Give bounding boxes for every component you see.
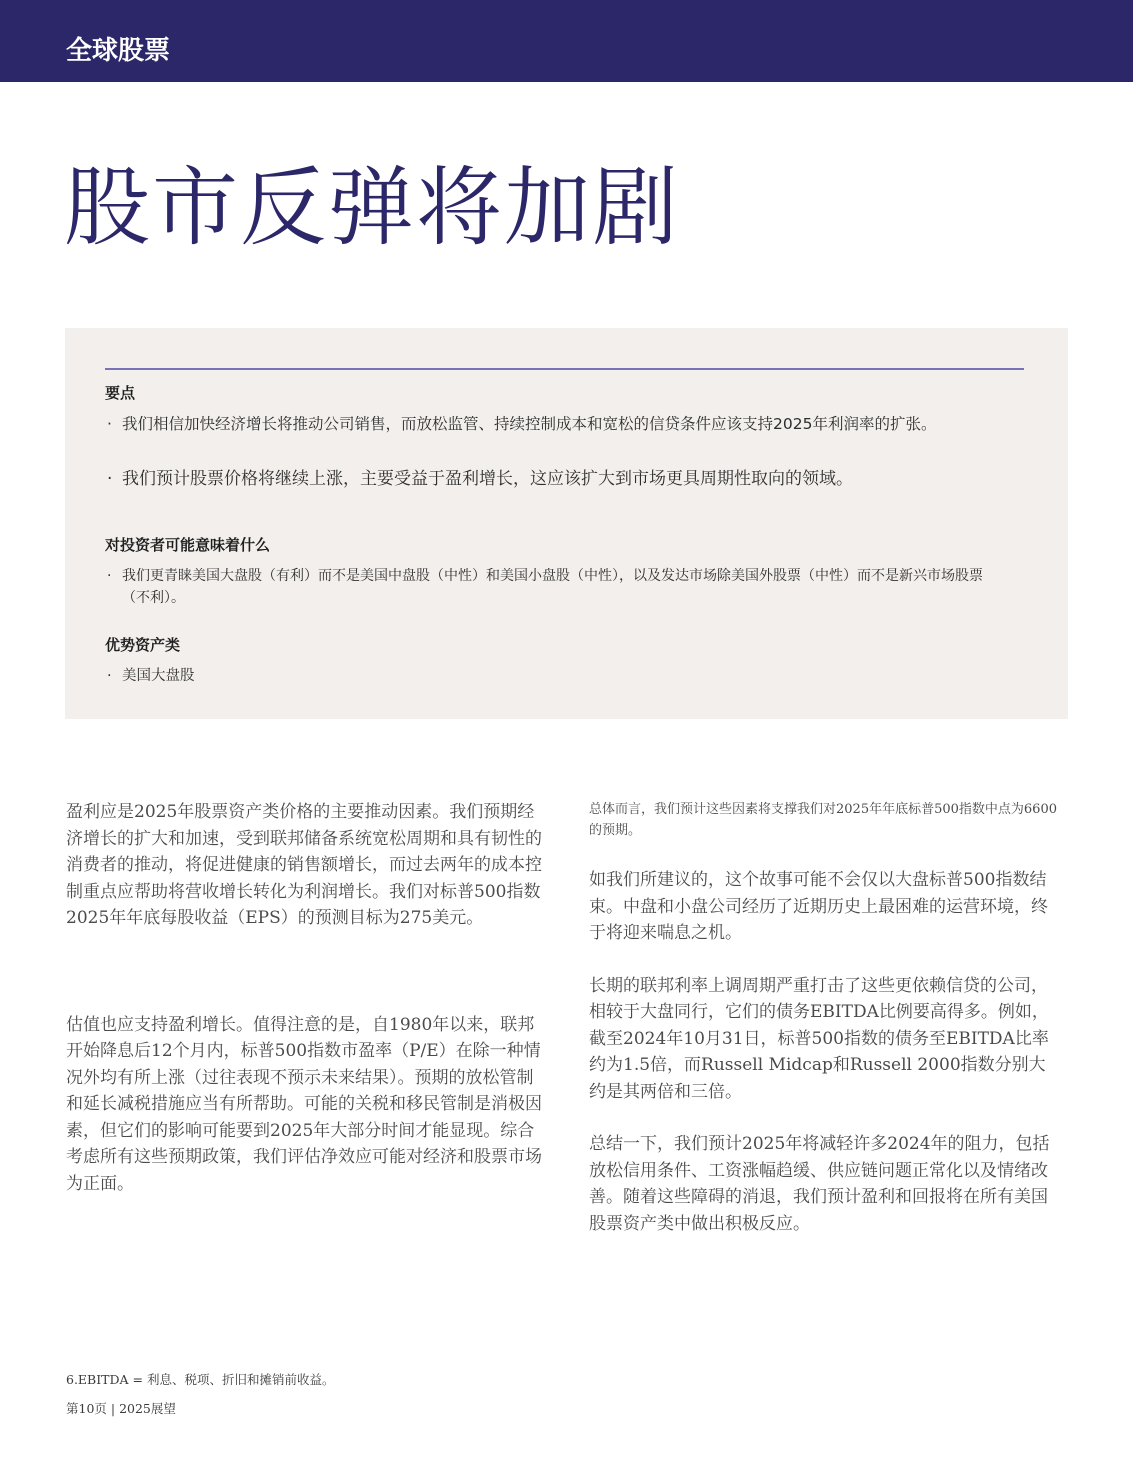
divider (105, 368, 1024, 370)
bullet-icon: · (107, 469, 113, 489)
body-paragraph: 盈利应是2025年股票资产类价格的主要推动因素。我们预期经济增长的扩大和加速，受到联邦储备系统宽松周期和具有韧性的消费者的推动，将促进健康的销售额增长，而过去两年的成本控制重点应帮助将营收增长转化为利润增长。我们对标普500指数2025年年底每股收益（EPS）的预测目标为275美元。 (66, 802, 542, 928)
right-column (589, 799, 1059, 1237)
key-points-heading: 要点 (105, 384, 136, 402)
section-title: 全球股票 (66, 36, 171, 66)
body-paragraph: 估值也应支持盈利增长。值得注意的是，自1980年以来，联邦开始降息后12个月内，标普500指数市盈率（P/E）在除一种情况外均有所上涨（过往表现不预示未来结果）。预期的放松管制和延长减税措施应当有所帮助。可能的关税和移民管制是消极因素，但它们的影响可能要到2025年大部分时间才能显现。综合考虑所有这些预期政策，我们评估净效应可能对经济和股票市场为正面。 (66, 1014, 542, 1194)
favored-asset-text: 美国大盘股 (122, 668, 195, 684)
investor-meaning-text: 我们更青睐美国大盘股（有利）而不是美国中盘股（中性）和美国小盘股（中性），以及发达市场除美国外股票（中性）而不是新兴市场股票（不利）。 (122, 568, 983, 606)
favored-assets-heading: 优势资产类 (105, 636, 181, 654)
bullet-icon: · (107, 568, 112, 584)
body-paragraph: 如我们所建议的，这个故事可能不会仅以大盘标普500指数结束。中盘和小盘公司经历了近期历史上最困难的运营环境，终于将迎来喘息之机。 (589, 870, 1048, 943)
page-title: 股市反弹将加剧 (64, 158, 680, 258)
body-paragraph: 总结一下，我们预计2025年将减轻许多2024年的阻力，包括放松信用条件、工资涨幅趋缓、供应链问题正常化以及情绪改善。随着这些障碍的消退，我们预计盈利和回报将在所有美国股票资产类中做出积极反应。 (589, 1134, 1050, 1234)
body-paragraph: 长期的联邦利率上调周期严重打击了这些更依赖信贷的公司，相较于大盘同行，它们的债务EBITDA比例要高得多。例如，截至2024年10月31日，标普500指数的债务至EBITDA比率约为1.5倍，而Russell Midcap和Russell 2000指数分别大约是其两倍和三倍。 (589, 975, 1049, 1102)
investor-meaning-item (105, 565, 1005, 609)
body-paragraph: 总体而言，我们预计这些因素将支撑我们对2025年年底标普500指数中点为6600的预期。 (589, 802, 1057, 838)
key-point-text: 我们预计股票价格将继续上涨，主要受益于盈利增长，这应该扩大到市场更具周期性取向的领域。 (122, 469, 853, 489)
key-point-item (105, 466, 1005, 492)
key-point-text: 我们相信加快经济增长将推动公司销售，而放松监管、持续控制成本和宽松的信贷条件应该支持2025年利润率的扩张。 (122, 415, 937, 433)
footnote: 6.EBITDA = 利息、税项、折旧和摊销前收益。 (66, 1372, 335, 1387)
left-column (66, 799, 544, 1197)
bullet-icon: · (107, 415, 112, 433)
page-footer: 第10页 | 2025展望 (66, 1401, 176, 1416)
key-points-box (65, 328, 1068, 719)
investor-meaning-heading: 对投资者可能意味着什么 (105, 536, 271, 554)
favored-asset-item (105, 665, 1005, 687)
key-point-item (105, 412, 1005, 436)
bullet-icon: · (107, 668, 112, 684)
